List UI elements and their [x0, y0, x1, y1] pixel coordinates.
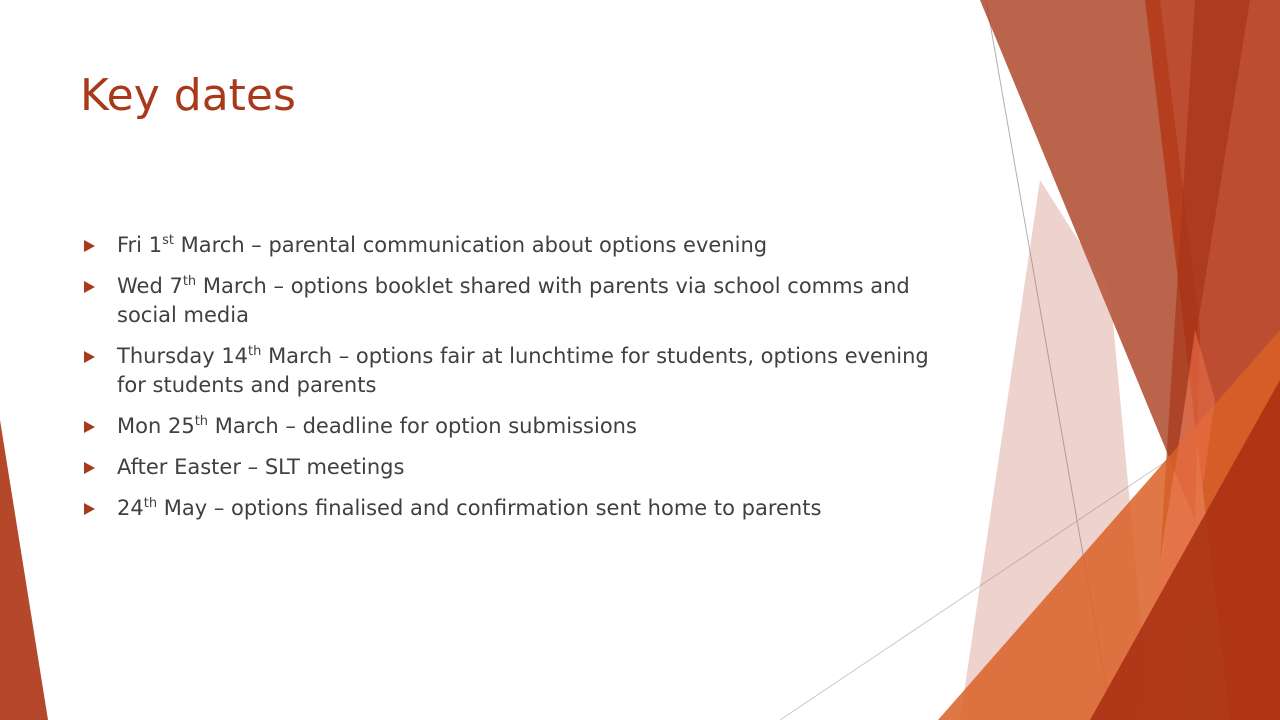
triangle-right-icon	[84, 240, 95, 252]
item-text: March – parental communication about options evening	[173, 233, 768, 257]
item-day: Wed 7	[117, 274, 183, 298]
left-accent-shape	[0, 420, 48, 720]
list-item	[82, 342, 962, 400]
triangle-right-icon	[84, 462, 95, 474]
item-text: May – options finalised and confirmation sent home to parents	[157, 496, 822, 520]
list-item	[82, 453, 962, 482]
item-suffix: th	[143, 496, 158, 511]
slide-title: Key dates	[80, 70, 296, 121]
item-text: March – deadline for option submissions	[208, 414, 637, 438]
item-text: March – options booklet shared with parents via school comms and social media	[117, 274, 910, 327]
triangle-right-icon	[84, 351, 95, 363]
item-day: 24	[117, 496, 144, 520]
list-item	[82, 231, 962, 260]
triangle-right-icon	[84, 281, 95, 293]
key-dates-list	[82, 231, 962, 535]
triangle-right-icon	[84, 421, 95, 433]
triangle-right-icon	[84, 503, 95, 515]
list-item	[82, 494, 962, 523]
item-day: Thursday 14	[117, 344, 249, 368]
item-suffix: th	[182, 274, 197, 289]
list-item	[82, 272, 962, 330]
item-suffix: th	[194, 414, 209, 429]
list-item	[82, 412, 962, 441]
item-day: Fri 1	[117, 233, 163, 257]
item-day: Mon 25	[117, 414, 195, 438]
item-suffix: st	[162, 233, 174, 248]
item-suffix: th	[248, 344, 262, 359]
item-day: After Easter – SLT meetings	[117, 455, 405, 479]
item-text: March – options fair at lunchtime for students, options evening for students and parents	[117, 344, 929, 397]
